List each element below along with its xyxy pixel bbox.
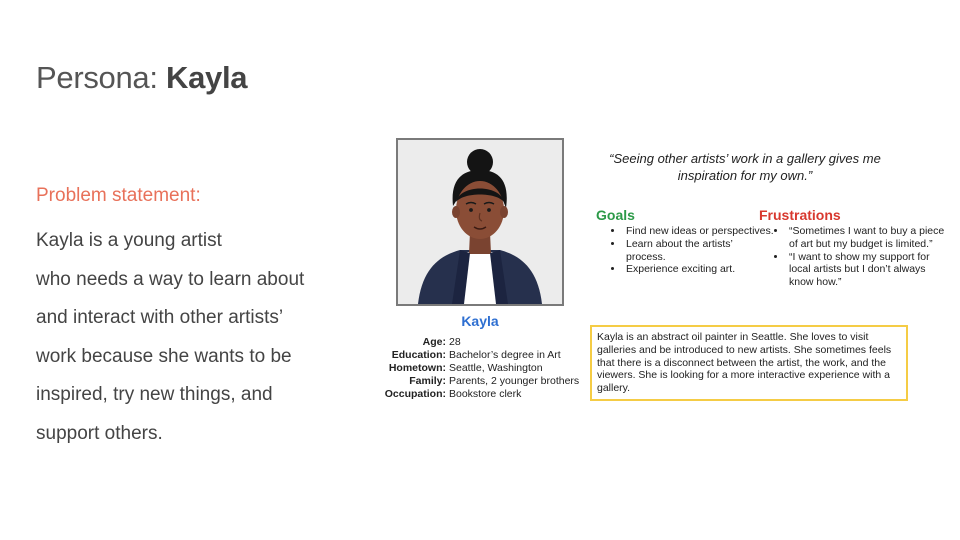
goal-item: • Learn about the artists’ process. xyxy=(624,238,774,264)
problem-line: work because she wants to be xyxy=(36,345,292,367)
frustrations-heading: Frustrations xyxy=(759,207,841,223)
bio-label: Family: xyxy=(409,375,446,387)
bio-row-education xyxy=(374,349,579,362)
frustration-item: • “I want to show my support for local artists but I don’t always know how.” xyxy=(787,251,947,289)
problem-line: Kayla is a young artist xyxy=(36,230,222,251)
bio-value: Seattle, Washington xyxy=(449,362,543,374)
goal-item: • Find new ideas or perspectives. xyxy=(624,225,774,238)
bio-label: Age: xyxy=(422,336,446,348)
problem-statement-heading: Problem statement: xyxy=(36,185,201,206)
bio-row-hometown xyxy=(374,362,579,375)
bio-label: Education: xyxy=(391,349,446,361)
bio-label: Hometown: xyxy=(388,362,446,374)
slide-title xyxy=(36,60,247,96)
goals-heading: Goals xyxy=(596,207,635,223)
frustrations-list xyxy=(759,225,947,289)
problem-line: support others. xyxy=(36,422,163,444)
bio-row-occupation xyxy=(374,388,579,401)
persona-summary: Kayla is an abstract oil painter in Seattle. She loves to visit galleries and be introduced to new artists. She sometimes feels that there is a disconnect between the artist, the work, and the viewers. She is looking for a more interactive experience with a gallery. xyxy=(590,325,908,401)
persona-bio xyxy=(374,336,579,401)
problem-line: inspired, try new things, and xyxy=(36,384,273,405)
goal-item: • Experience exciting art. xyxy=(624,263,774,276)
persona-quote: “Seeing other artists’ work in a gallery gives me inspiration for my own.” xyxy=(609,151,881,183)
title-prefix: Persona: xyxy=(36,60,166,95)
persona-portrait xyxy=(396,138,564,306)
persona-name: Kayla xyxy=(461,313,499,329)
problem-statement-text xyxy=(36,222,304,453)
bio-value: Parents, 2 younger brothers xyxy=(449,375,580,387)
problem-line: who needs a way to learn about xyxy=(36,268,305,290)
bio-row-family xyxy=(374,375,579,388)
bio-value: 28 xyxy=(449,336,461,348)
bio-row-age xyxy=(374,336,579,349)
bio-value: Bookstore clerk xyxy=(449,388,522,400)
frustration-item: • “Sometimes I want to buy a piece of art but my budget is limited.” xyxy=(787,225,947,251)
goals-list xyxy=(596,225,774,276)
problem-line: and interact with other artists’ xyxy=(36,307,284,328)
title-name: Kayla xyxy=(166,60,248,95)
persona-illustration xyxy=(398,140,562,304)
bio-label: Occupation: xyxy=(384,388,446,400)
bio-value: Bachelor’s degree in Art xyxy=(449,349,561,361)
